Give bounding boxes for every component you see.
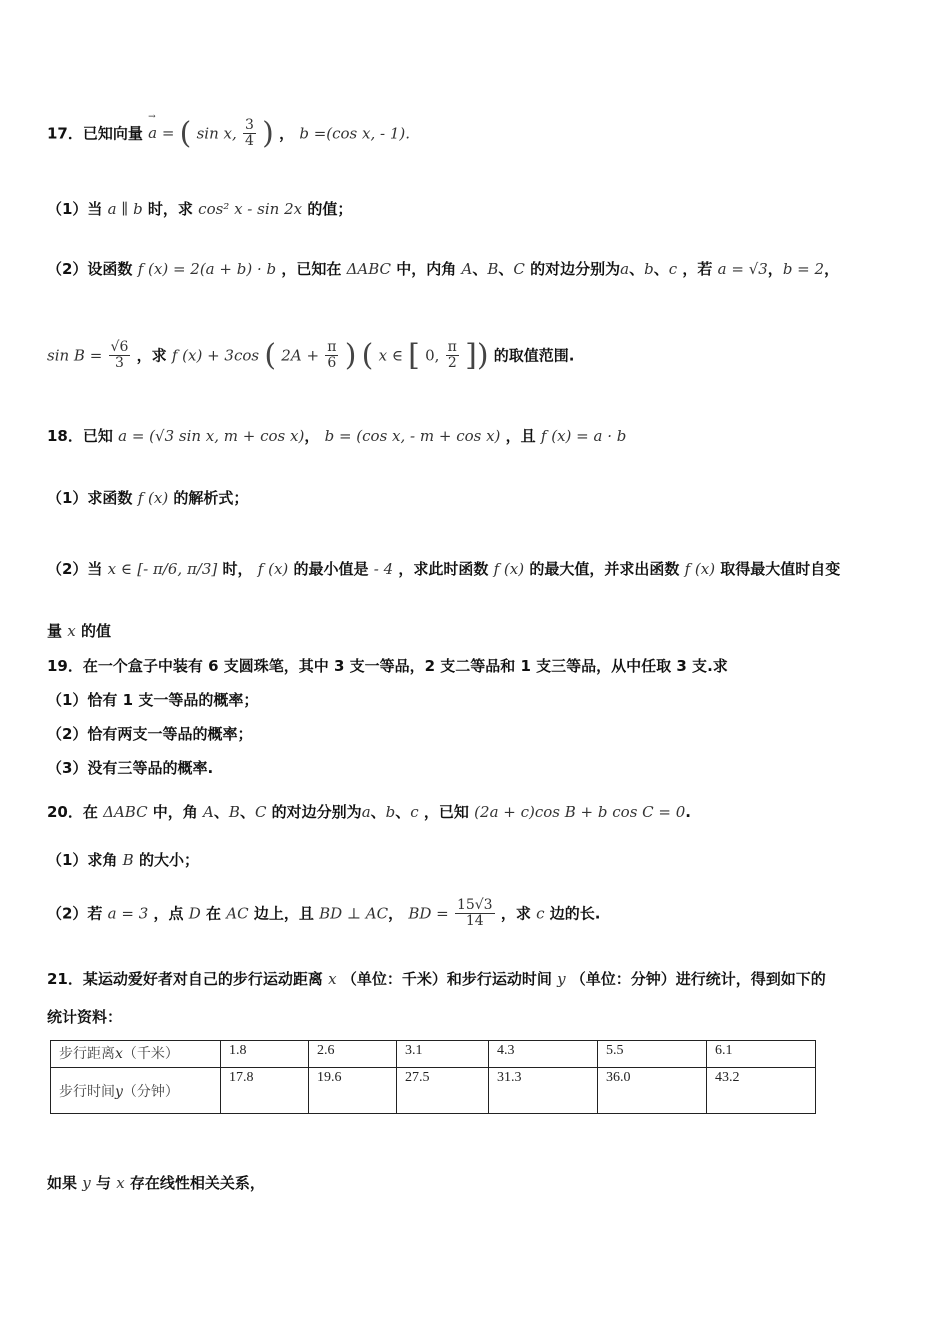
table-cell: 5.5 (598, 1041, 707, 1068)
q17-p1-label: （1）当 (47, 200, 103, 218)
q20-p2-label: （2）若 (47, 904, 103, 923)
q20-p2-AC: AC (226, 904, 249, 923)
q18-p2-interval: [- π/6, π/3] (137, 560, 218, 578)
q17-bracket-r: ]) (465, 337, 489, 373)
q18-p1-end: 的解析式； (173, 489, 249, 507)
q18-part1 (47, 487, 248, 508)
q17-p1-expr: cos² x - sin 2x (198, 200, 303, 218)
q19-stem: 19．在一个盒子中装有 6 支圆珠笔，其中 3 支一等品，2 支二等品和 1 支三等品，从中任取 3 支.求 (47, 657, 728, 675)
q18-p2-f3: f (x) (684, 560, 716, 578)
q18-p2-f: f (x) (257, 560, 289, 578)
q20-p2-on: 在 (206, 904, 222, 923)
q17-p2-c: c (668, 260, 678, 278)
q18-p2-val: - 4 (373, 560, 394, 578)
q20-tri: ΔABC (103, 803, 148, 821)
q20-p2-perp: BD ⊥ AC (319, 904, 389, 923)
q21-stem-c: （单位：分钟）进行统计，得到如下的 (570, 970, 826, 988)
q17-p2-label: （2）设函数 (47, 260, 133, 278)
q20-p1-label: （1）求角 (47, 851, 118, 869)
q20-b: b (385, 803, 396, 821)
q17-part1 (47, 198, 352, 219)
table-cell: 2.6 (309, 1041, 397, 1068)
q20-part2: （2）若 a = 3 ，点 D 在 AC 边上，且 BD ⊥ AC， BD = $\frac{15√3}{14}$ ，求 c 边的长. (47, 897, 601, 930)
q17-p2-mid2: 中，内角 (396, 260, 457, 278)
q18-p2-rest2: 的最大值，并求出函数 (529, 560, 680, 578)
q20-part1 (47, 849, 199, 870)
q17-p2-tri: ΔABC (346, 260, 392, 278)
q20-p2-end: 边的长. (549, 904, 601, 923)
q18-p2-xin: x ∈ (107, 560, 133, 578)
q20-cond: (2a + c)cos B + b cos C = 0 (474, 803, 686, 821)
q17-bracket: [ (408, 337, 420, 373)
q20-c: c (410, 803, 419, 821)
q18-p1-label: （1）求函数 (47, 489, 133, 507)
q17-p2-B: B (487, 260, 499, 278)
table-cell: 31.3 (489, 1068, 598, 1114)
table-row-time (51, 1068, 816, 1114)
q20-C: C (254, 803, 267, 821)
q20-p2-a: a = 3 (107, 904, 149, 923)
table-cell: 1.8 (221, 1041, 309, 1068)
q18-and: ，且 (505, 427, 536, 445)
q17-p2-func: f (x) = 2(a + b) · b (137, 260, 277, 278)
q18-part2 (47, 558, 840, 579)
q17-part2: （2）设函数 f (x) = 2(a + b) · b ，已知在 ΔABC 中，内角 A、B、C 的对边分别为a、b、c ，若 a = √3，b = 2， (47, 260, 840, 278)
table-head-distance: 步行距离x（千米） (51, 1041, 221, 1068)
table-cell: 43.2 (707, 1068, 816, 1114)
table-cell: 27.5 (397, 1068, 489, 1114)
q20-p2-edge: 边上，且 (253, 904, 314, 923)
q17-part2-cont (47, 337, 575, 373)
table-cell: 3.1 (397, 1041, 489, 1068)
q17-pi6: $\frac{\pi}{6}$ (327, 339, 337, 372)
table-cell: 19.6 (309, 1068, 397, 1114)
q21-y: y (557, 970, 566, 988)
q20-a: a (361, 803, 371, 821)
q21-tail-a: 如果 (47, 1174, 78, 1192)
q20-p2-frac: $\frac{15√3}{14}$ (456, 897, 493, 930)
table-cell: 6.1 (707, 1041, 816, 1068)
table-cell: 36.0 (598, 1068, 707, 1114)
q18-part2-cont (47, 620, 111, 641)
q20-p2-c: c (536, 904, 545, 923)
q19-part1: （1）恰有 1 支一等品的概率； (47, 691, 259, 709)
q21-stem-a: 21．某运动爱好者对自己的步行运动距离 (47, 970, 323, 988)
q17-pi2: $\frac{\pi}{2}$ (447, 339, 457, 372)
q20-p2-BD: BD = (408, 904, 449, 923)
q17-paren2-r: ) (344, 337, 357, 373)
q17-p2-bval: b = 2 (782, 260, 825, 278)
q17-a-vec: → a = (148, 124, 174, 142)
q20-dot: . (685, 803, 691, 821)
q17-frac: $\frac{3}{4}$ (244, 117, 254, 150)
q21-tail-c: 存在线性相关关系， (129, 1174, 265, 1192)
q20-p2-pt: ，点 (153, 904, 184, 923)
q17-arg: 2A + (281, 346, 320, 365)
q17-paren3: ( (361, 337, 374, 373)
q17-paren-r: ) (262, 115, 274, 151)
data-table (50, 1040, 816, 1114)
q17-xin: x ∈ (378, 346, 403, 365)
q18-stem: 18．已知 a = (√3 sin x, m + cos x)， b = (cos x, - m + cos x) ，且 f (x) = a · b (47, 427, 627, 445)
q17-sinB: sin B = (47, 346, 103, 365)
q18-p1-f: f (x) (137, 489, 169, 507)
q17-p2-C: C (513, 260, 525, 278)
q17-lead: 17．已知向量 (47, 124, 143, 143)
q20-p2-seek: ，求 (500, 904, 531, 923)
q17-zero: 0, (425, 346, 440, 365)
q17-p1-end: 的值； (307, 200, 353, 218)
q17-fexpr: f (x) + 3cos (171, 346, 260, 365)
q21-stem-b: （单位：千米）和步行运动时间 (341, 970, 552, 988)
q20-stem: 20．在 ΔABC 中，角 A、B、C 的对边分别为a、b、c ，已知 (2a + c)cos B + b cos C = 0. (47, 803, 691, 821)
q17-stem (47, 115, 411, 151)
q20-known: ，已知 (423, 803, 469, 821)
q20-mid2: 的对边分别为 (271, 803, 362, 821)
q21-stem2: 统计资料： (47, 1008, 123, 1026)
q20-A: A (203, 803, 214, 821)
q17-range-end: 的取值范围. (493, 346, 575, 365)
q19-part2: （2）恰有两支一等品的概率； (47, 725, 253, 743)
q17-paren2: ( (264, 337, 277, 373)
q18-p2-f2: f (x) (493, 560, 525, 578)
q17-p2-b: b (644, 260, 654, 278)
q20-B: B (228, 803, 240, 821)
q18-lead: 18．已知 (47, 427, 113, 445)
q20-p1-end: 的大小； (138, 851, 199, 869)
q17-p1-cond: a ∥ b (107, 200, 143, 218)
q17-p2-mid3: 的对边分别为 (530, 260, 621, 278)
q18-p2-rest: ，求此时函数 (398, 560, 489, 578)
q21-tail-b: 与 (95, 1174, 111, 1192)
q18-a-vec: a = (√3 sin x, m + cos x) (118, 427, 305, 445)
q17-p1-mid: 时，求 (147, 200, 193, 218)
q17-p2-mid: ，已知在 (281, 260, 342, 278)
q17-p2-A: A (461, 260, 473, 278)
q18-p2-min: 的最小值是 (293, 560, 369, 578)
q17-paren: ( (179, 115, 192, 151)
q20-p1-B: B (122, 851, 134, 869)
q18-p2-when: 时， (222, 560, 253, 578)
q21-tail (47, 1172, 265, 1193)
q21-tail-x: x (116, 1174, 125, 1192)
q18-p2-tail: 量 (47, 622, 63, 640)
q17-seek: ，求 (136, 346, 167, 365)
q20-mid: 中，角 (152, 803, 198, 821)
table-cell: 4.3 (489, 1041, 598, 1068)
q18-b-vec: b = (cos x, - m + cos x) (324, 427, 501, 445)
q18-p2-rest3: 取得最大值时自变 (720, 560, 841, 578)
q18-p2-x: x (67, 622, 76, 640)
q17-b-vec: b =(cos x, - 1). (299, 124, 411, 143)
q18-fdef: f (x) = a · b (540, 427, 627, 445)
q20-p2-D: D (188, 904, 201, 923)
q17-p2-a: a (620, 260, 630, 278)
q17-p2-aval: a = √3 (717, 260, 768, 278)
q17-sinB-frac: $\frac{√6}{3}$ (110, 339, 129, 372)
table-cell: 17.8 (221, 1068, 309, 1114)
q17-a-comp: sin x, (196, 124, 237, 143)
q17-sep: ， (279, 124, 295, 143)
q20-lead: 20．在 (47, 803, 98, 821)
q17-p2-if: ，若 (682, 260, 713, 278)
q21-x: x (328, 970, 337, 988)
q21-tail-y: y (82, 1174, 91, 1192)
table-row-distance (51, 1041, 816, 1068)
q19-part3: （3）没有三等品的概率. (47, 759, 214, 777)
q18-p2-label: （2）当 (47, 560, 103, 578)
q18-p2-tail2: 的值 (80, 622, 111, 640)
table-head-time: 步行时间y（分钟） (51, 1068, 221, 1114)
q21-stem (47, 968, 826, 989)
